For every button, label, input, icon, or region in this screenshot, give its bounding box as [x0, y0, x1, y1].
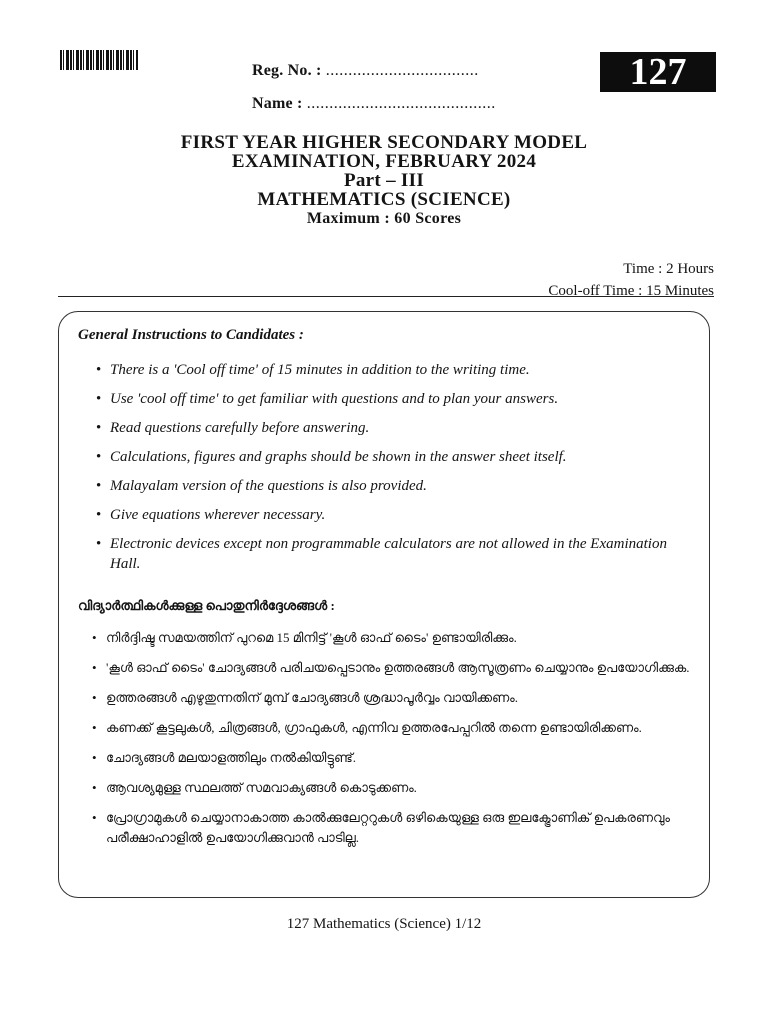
page-footer: 127 Mathematics (Science) 1/12 — [286, 916, 482, 932]
malayalam-instructions — [92, 628, 712, 858]
bullet-icon: • — [96, 478, 102, 494]
instructions-heading: General Instructions to Candidates : — [78, 327, 304, 343]
list-item: • ചോദ്യങ്ങൾ മലയാളത്തിലും നൽകിയിട്ടുണ്ട്. — [92, 748, 712, 768]
name-blank: .......................................... — [306, 95, 496, 112]
list-item: • Electronic devices except non programmable calculators are not allowed in the Examination Hall. — [96, 536, 667, 572]
list-item: • Calculations, figures and graphs should be shown in the answer sheet itself. — [96, 449, 567, 465]
bullet-icon: • — [96, 449, 102, 465]
list-item: • ഉത്തരങ്ങൾ എഴുതുന്നതിന് മുമ്പ് ചോദ്യങ്ങൾ ശ്രദ്ധാപൂർവ്വം വായിക്കണം. — [92, 688, 712, 708]
bullet-icon: • — [96, 507, 102, 523]
divider — [58, 296, 714, 297]
list-item: • 'കൂൾ ഓഫ് ടൈം' ചോദ്യങ്ങൾ പരിചയപ്പെടാനും ഉത്തരങ്ങൾ ആസൂത്രണം ചെയ്യാനും ഉപയോഗിക്കുക. — [92, 658, 712, 678]
list-item: • ആവശ്യമുള്ള സ്ഥലത്ത് സമവാക്യങ്ങൾ കൊടുക്കണം. — [92, 778, 712, 798]
reg-no-blank: .................................. — [325, 62, 479, 79]
malayalam-heading: വിദ്യാർത്ഥികൾക്കുള്ള പൊതുനിർദ്ദേശങ്ങൾ : — [78, 598, 335, 613]
bullet-icon: • — [92, 750, 97, 765]
barcode — [60, 50, 138, 70]
name-field — [252, 95, 496, 113]
list-item: • Use 'cool off time' to get familiar with questions and to plan your answers. — [96, 391, 559, 407]
exam-title — [0, 133, 768, 228]
list-item: • Read questions carefully before answering. — [96, 420, 370, 436]
list-item: • Give equations wherever necessary. — [96, 507, 326, 523]
title-line-2: EXAMINATION, FEBRUARY 2024 — [231, 151, 537, 172]
bullet-icon: • — [92, 720, 97, 735]
paper-code: 127 — [629, 51, 687, 93]
bullet-icon: • — [96, 420, 102, 436]
list-item: • There is a 'Cool off time' of 15 minutes in addition to the writing time. — [96, 362, 530, 378]
bullet-icon: • — [96, 391, 102, 407]
list-item: • കണക്ക് കൂട്ടലുകൾ, ചിത്രങ്ങൾ, ഗ്രാഫുകൾ, എന്നിവ ഉത്തരപേപ്പറിൽ തന്നെ ഉണ്ടായിരിക്കണം. — [92, 718, 712, 738]
list-item: • നിർദ്ദിഷ്ട സമയത്തിന് പുറമെ 15 മിനിട്ട് 'കൂൾ ഓഫ് ടൈം' ഉണ്ടായിരിക്കും. — [92, 628, 712, 648]
max-scores: Maximum : 60 Scores — [306, 210, 462, 227]
list-item: • പ്രോഗ്രാമുകൾ ചെയ്യാനാകാത്ത കാൽക്കുലേറ്ററുകൾ ഒഴികെയുള്ള ഒരു ഇലക്ട്രോണിക് ഉപകരണവും പരീക്ഷാഹാളിൽ ഉപയോഗിക്കുവാൻ പാടില്ല. — [92, 810, 670, 845]
reg-no-field — [252, 62, 479, 80]
bullet-icon: • — [92, 660, 97, 675]
paper-code-box — [600, 52, 716, 92]
bullet-icon: • — [92, 780, 97, 795]
cool-off-time: Cool-off Time : 15 Minutes — [548, 283, 714, 299]
reg-no-label: Reg. No. : — [252, 62, 322, 79]
bullet-icon: • — [92, 690, 97, 705]
bullet-icon: • — [92, 810, 97, 825]
english-instructions — [96, 360, 696, 583]
time-duration: Time : 2 Hours — [623, 261, 714, 277]
title-line-4: MATHEMATICS (SCIENCE) — [257, 189, 511, 210]
bullet-icon: • — [96, 536, 102, 552]
title-line-1: FIRST YEAR HIGHER SECONDARY MODEL — [180, 132, 588, 153]
title-line-3: Part – III — [343, 170, 425, 191]
name-label: Name : — [252, 95, 303, 112]
bullet-icon: • — [96, 362, 102, 378]
list-item: • Malayalam version of the questions is also provided. — [96, 478, 427, 494]
bullet-icon: • — [92, 630, 97, 645]
